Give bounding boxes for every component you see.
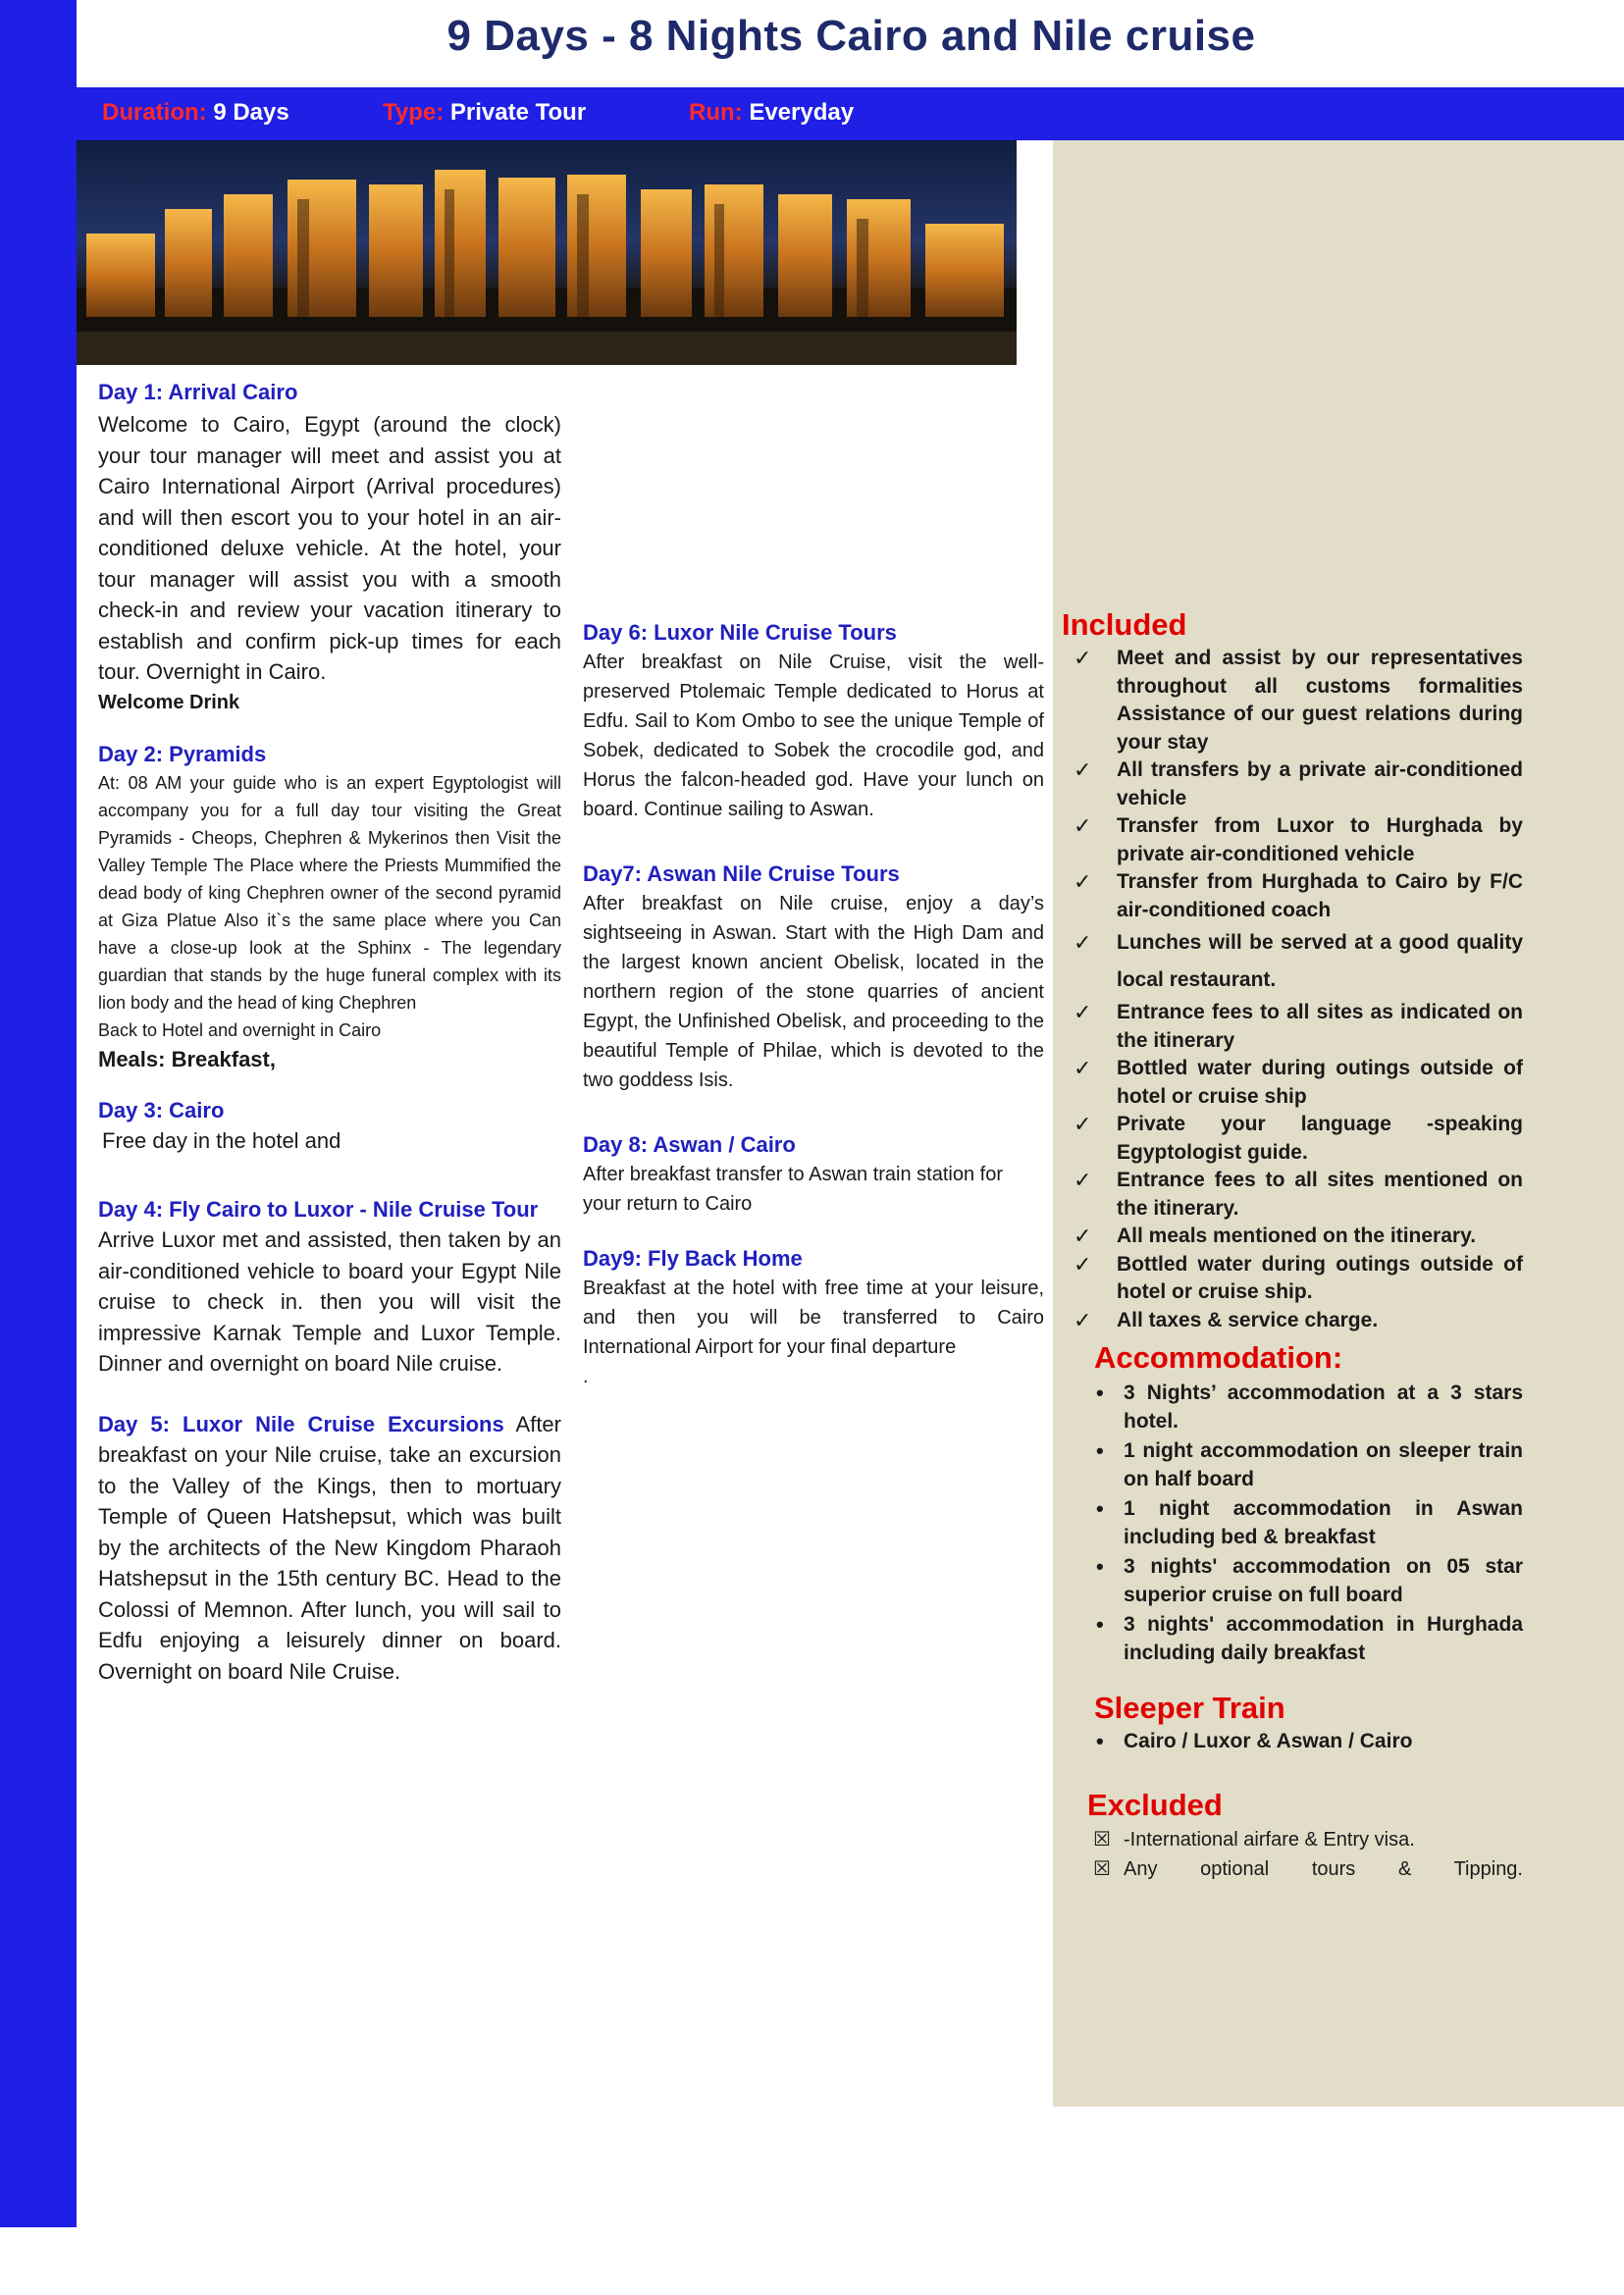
x-box-icon: ☒ [1093, 1857, 1111, 1880]
temple-photo [77, 140, 1017, 365]
itinerary-column-1 [98, 378, 561, 1687]
left-accent-bar [0, 0, 77, 2227]
bullet-icon: • [1096, 1381, 1104, 1405]
day-1-heading: Day 1: Arrival Cairo [98, 380, 298, 404]
included-item: ✓ Transfer from Hurghada to Cairo by F/C air-conditioned coach [1074, 869, 1523, 921]
bullet-icon: • [1096, 1729, 1104, 1753]
day-9-heading: Day9: Fly Back Home [583, 1246, 803, 1271]
day-2-text2: Back to Hotel and overnight in Cairo [98, 1019, 382, 1040]
x-box-icon: ☒ [1093, 1828, 1111, 1851]
included-item: ✓ All taxes & service charge. [1062, 1307, 1523, 1335]
check-icon: ✓ [1074, 813, 1092, 838]
included-item: ✓ Bottled water during outings outside of hotel or cruise ship. [1074, 1251, 1523, 1303]
accommodation-list [1062, 1380, 1523, 1667]
day-8-text: After breakfast transfer to Aswan train station for your return to Cairo [583, 1164, 1003, 1215]
sleeper-train-heading: Sleeper Train [1094, 1691, 1285, 1725]
bullet-icon: • [1096, 1554, 1104, 1579]
included-section [1062, 605, 1523, 1884]
included-item: ✓ All transfers by a private air-conditioned vehicle [1074, 757, 1523, 809]
included-item: ✓ Transfer from Luxor to Hurghada by private air-conditioned vehicle [1074, 813, 1523, 865]
type-label: Type: [383, 99, 445, 126]
included-item: ✓ All meals mentioned on the itinerary. [1062, 1223, 1523, 1251]
day-4-heading: Day 4: Fly Cairo to Luxor - Nile Cruise Tour [98, 1197, 539, 1222]
included-item: ✓ Meet and assist by our representatives throughout all customs formalities Assistance of our guest relations during your stay [1074, 646, 1523, 754]
sleeper-train-list [1062, 1728, 1523, 1756]
check-icon: ✓ [1074, 930, 1092, 955]
excluded-list [1062, 1825, 1523, 1884]
included-heading: Included [1062, 607, 1187, 642]
duration-info [102, 99, 289, 127]
check-icon: ✓ [1074, 1168, 1092, 1192]
check-icon: ✓ [1074, 1112, 1092, 1136]
day-1-extra: Welcome Drink [98, 691, 240, 713]
sleeper-train-item: • Cairo / Luxor & Aswan / Cairo [1062, 1728, 1523, 1756]
accommodation-item: • 3 nights' accommodation on 05 star superior cruise on full board [1096, 1554, 1523, 1606]
included-item: ✓ Bottled water during outings outside of hotel or cruise ship [1074, 1056, 1523, 1108]
included-item: ✓ Private your language -speaking Egyptologist guide. [1074, 1112, 1523, 1164]
run-info [689, 99, 854, 127]
day-3-heading: Day 3: Cairo [98, 1097, 225, 1122]
bullet-icon: • [1096, 1612, 1104, 1637]
included-list [1062, 645, 1523, 1334]
check-icon: ✓ [1074, 1056, 1092, 1080]
temple-illustration [77, 140, 1017, 365]
day-7-heading: Day7: Aswan Nile Cruise Tours [583, 861, 900, 886]
accommodation-item: • 3 nights' accommodation in Hurghada including daily breakfast [1096, 1612, 1523, 1664]
accommodation-item: • 3 Nights’ accommodation at a 3 stars hotel. [1096, 1381, 1523, 1433]
type-value: Private Tour [449, 99, 587, 126]
bullet-icon: • [1096, 1496, 1104, 1521]
day-6-text: After breakfast on Nile Cruise, visit the well-preserved Ptolemaic Temple dedicated to Horus at Edfu. Sail to Kom Ombo to see the unique Temple of Sobek, dedicated to Sobek the crocodile god, and Horus the falcon-headed god. Have your lunch on board. Continue sailing to Aswan. [583, 652, 1044, 820]
excluded-item: ☒ Any optional tours & Tipping. [1062, 1854, 1523, 1884]
check-icon: ✓ [1074, 1251, 1092, 1277]
accommodation-item: • 1 night accommodation on sleeper train on half board [1096, 1438, 1523, 1490]
day-8-heading: Day 8: Aswan / Cairo [583, 1132, 796, 1157]
excluded-heading: Excluded [1087, 1787, 1223, 1822]
day-4-text: Arrive Luxor met and assisted, then taken by an air-conditioned vehicle to board your Egypt Nile cruise to check in. then you will visit the impressive Karnak Temple and Luxor Temple. Dinner and overnight on board Nile cruise. [98, 1227, 561, 1376]
tour-info-bar [77, 87, 1624, 140]
bullet-icon: • [1096, 1438, 1104, 1463]
excluded-item: ☒ -International airfare & Entry visa. [1062, 1825, 1523, 1854]
check-icon: ✓ [1074, 869, 1092, 894]
run-label: Run: [689, 99, 743, 126]
day-1-text: Welcome to Cairo, Egypt (around the clock) your tour manager will meet and assist you at Cairo International Airport (Arrival procedures) and will then escort you to your hotel in an air-conditioned deluxe vehicle. At the hotel, your tour manager will assist you with a smooth check-in and review your vacation itinerary to establish and confirm pick-up times for each tour. Overnight in Cairo. [98, 412, 561, 684]
itinerary-column-2 [583, 618, 1044, 1391]
day-6-heading: Day 6: Luxor Nile Cruise Tours [583, 620, 897, 645]
check-icon: ✓ [1074, 757, 1092, 782]
check-icon: ✓ [1074, 1224, 1092, 1248]
day-5-heading: Day 5: Luxor Nile Cruise Excursions [98, 1411, 504, 1436]
day-5-text: After breakfast on your Nile cruise, take an excursion to the Valley of the Kings, then to mortuary Temple of Queen Hatshepsut, which was built by the architects of the New Kingdom Pharaoh Hatshepsut in the 15th century BC. Head to the Colossi of Memnon. After lunch, you will sail to Edfu enjoying a leisurely dinner on board. Overnight on board Nile Cruise. [98, 1411, 561, 1684]
accommodation-heading: Accommodation: [1094, 1340, 1343, 1375]
included-item: ✓ Entrance fees to all sites mentioned on the itinerary. [1074, 1168, 1523, 1220]
included-item: ✓ Lunches will be served at a good quality local restaurant. [1062, 924, 1523, 999]
check-icon: ✓ [1074, 1000, 1092, 1024]
day-9-text: Breakfast at the hotel with free time at your leisure, and then you will be transferred to Cairo International Airport for your final departure [583, 1278, 1044, 1358]
duration-value: 9 Days [213, 99, 289, 126]
included-item: ✓ Entrance fees to all sites as indicated on the itinerary [1074, 1000, 1523, 1052]
day-9-dot: . [583, 1366, 589, 1387]
page-title: 9 Days - 8 Nights Cairo and Nile cruise [446, 12, 1256, 60]
type-info [383, 99, 586, 127]
check-icon: ✓ [1074, 646, 1092, 670]
duration-label: Duration: [102, 99, 207, 126]
day-7-text: After breakfast on Nile cruise, enjoy a day’s sightseeing in Aswan. Start with the High Dam and the largest known ancient Obelisk, located in the northern region of the stone quarries of ancient Egypt, the Unfinished Obelisk, and proceeding to the beautiful Temple of Philae, which is devoted to the two goddess Isis. [583, 893, 1044, 1091]
accommodation-item: • 1 night accommodation in Aswan including bed & breakfast [1096, 1496, 1523, 1548]
day-2-meals: Meals: Breakfast, [98, 1046, 276, 1071]
run-value: Everyday [749, 99, 855, 126]
check-icon: ✓ [1074, 1307, 1092, 1332]
day-2-text: At: 08 AM your guide who is an expert Egyptologist will accompany you for a full day tour visiting the Great Pyramids - Cheops, Chephren & Mykerinos then Visit the Valley Temple The Place where the Priests Mummified the dead body of king Chephren owner of the second pyramid at Giza Platue Also it`s the same place where you Can have a close-up look at the Sphinx - The legendary guardian that stands by the huge funeral complex with its lion body and the head of king Chephren [98, 772, 561, 1013]
day-3-text: Free day in the hotel and [102, 1127, 341, 1153]
day-2-heading: Day 2: Pyramids [98, 741, 267, 766]
day-5-paragraph [98, 1409, 561, 1688]
